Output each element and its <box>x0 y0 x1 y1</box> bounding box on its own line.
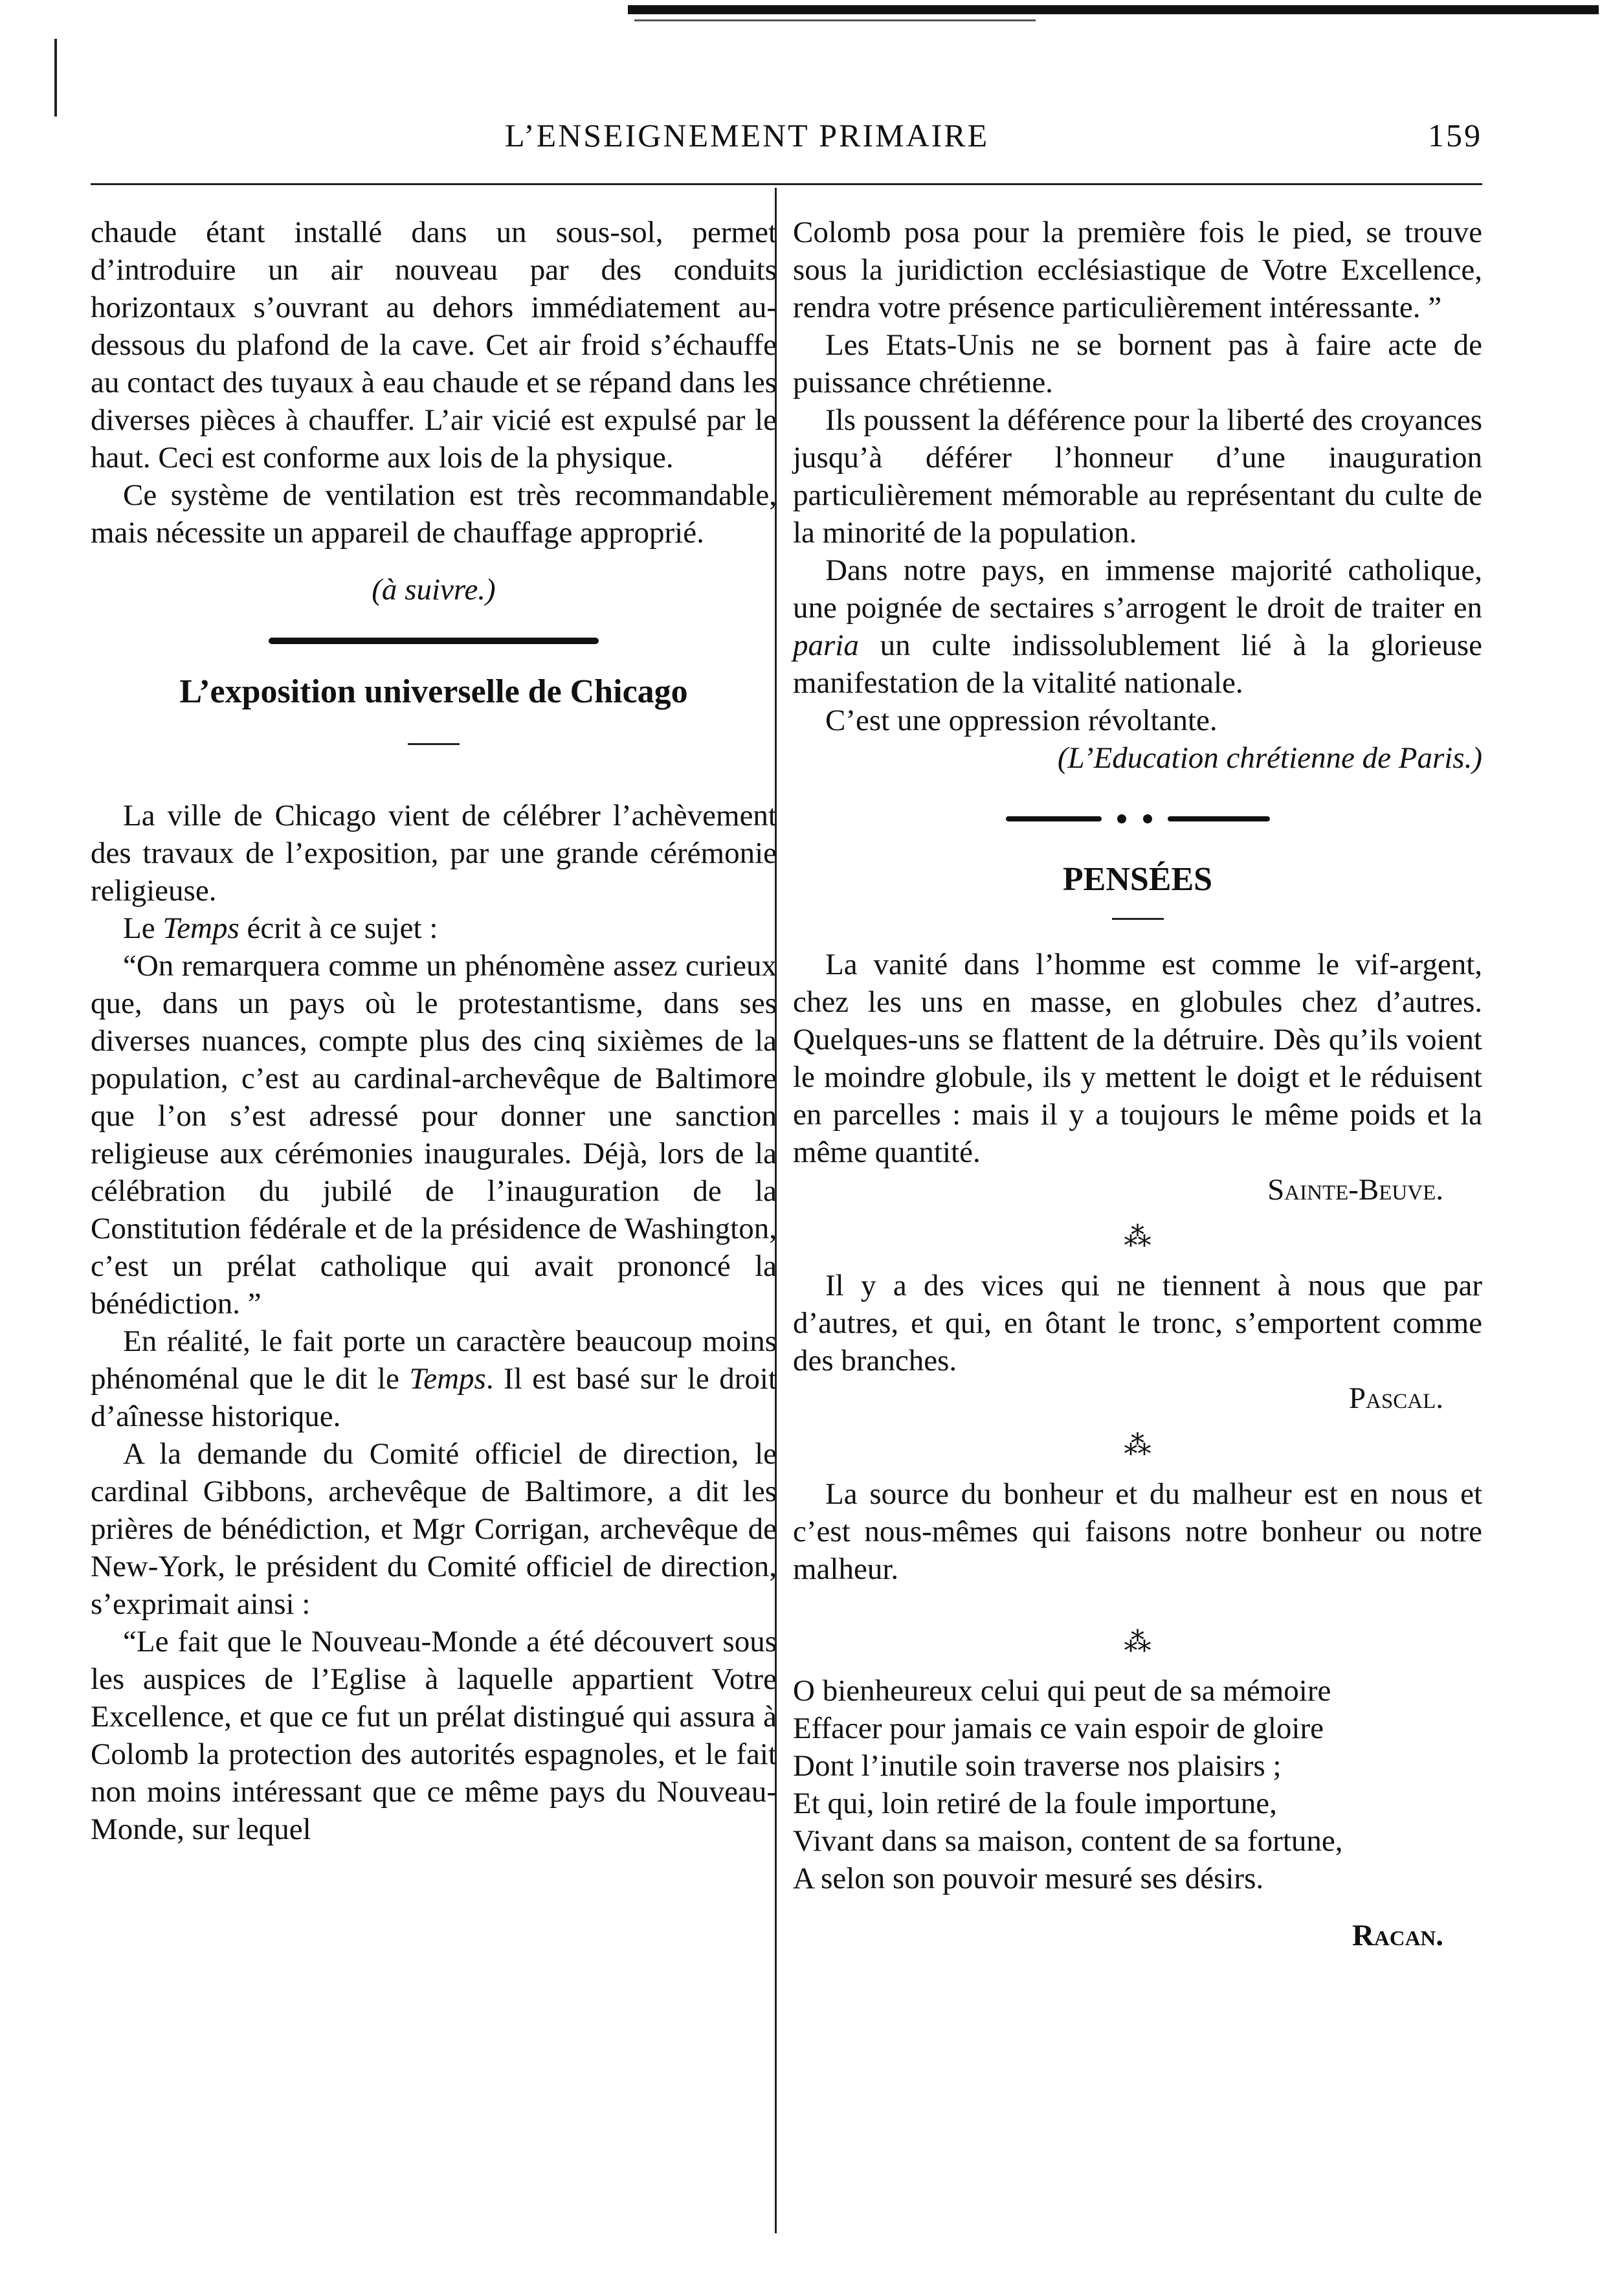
section-title: PENSÉES <box>1062 861 1213 898</box>
quote-paragraph: “Le fait que le Nouveau-Monde a été découvert sous les auspices de l’Eglise à laquelle appartient Votre Excellence, et que ce fut un prélat distingué qui assura à Colomb la protection des autorités espagnoles, et le fait non moins intéressant que ce même pays du Nouveau-Monde, sur lequel <box>91 1625 777 1846</box>
newspaper-name: Temps <box>162 911 239 945</box>
poem-line: A selon son pouvoir mesuré ses désirs. <box>793 1862 1264 1895</box>
asterism: ⁂ <box>1124 1223 1151 1253</box>
paragraph: Les Etats-Unis ne se bornent pas à faire acte de puissance chrétienne. <box>793 328 1482 399</box>
paragraph: La ville de Chicago vient de célébrer l’achèvement des travaux de l’exposition, par une grande cérémonie religieuse. <box>91 799 777 908</box>
title-dash <box>1112 918 1164 920</box>
paragraph: Ils poussent la déférence pour la liberté des croyances jusqu’à déférer l’honneur d’une inauguration particulièrement mémorable au représentant du culte de la minorité de la population. <box>793 403 1482 550</box>
author-signature: Pascal. <box>1348 1381 1443 1415</box>
left-column <box>91 214 777 1848</box>
page-header <box>91 104 1482 162</box>
ornamental-rule <box>1002 812 1274 825</box>
thought-paragraph: La source du bonheur et du malheur est en nous et c’est nous-mêmes qui faisons notre bonheur ou notre malheur. <box>793 1477 1482 1586</box>
italic-word: paria <box>793 629 859 662</box>
continuation-note: (à suivre.) <box>372 573 496 607</box>
poem <box>793 1672 1482 1897</box>
thought-paragraph: La vanité dans l’homme est comme le vif-argent, chez les uns en masse, en globules chez d’autres. Quelques-uns se flattent de la détruire. Dès qu’ils voient le moindre globule, ils y mettent le doigt et le réduisent en parcelles : mais il y a toujours le même poids et la même quantité. <box>793 948 1482 1169</box>
paragraph: C’est une oppression révoltante. <box>825 704 1218 737</box>
title-dash <box>408 743 460 745</box>
header-rule <box>91 183 1482 185</box>
paragraph: Dans notre pays, en immense majorité catholique, une poignée de sectaires s’arrogent le droit de traiter en paria un culte indissolublement lié à la glorieuse manifestation de la vitalité nationale. <box>793 553 1482 700</box>
newspaper-name: Temps <box>409 1362 486 1396</box>
poem-line: Vivant dans sa maison, content de sa fortune, <box>793 1824 1343 1858</box>
ornamental-rule <box>265 634 602 647</box>
top-border-bar <box>628 5 1599 14</box>
paragraph: A la demande du Comité officiel de direction, le cardinal Gibbons, archevêque de Baltimore, a dit les prières de bénédiction, et Mgr Corrigan, archevêque de New-York, le président du Comité officiel de direction, s’exprimait ainsi : <box>91 1437 777 1621</box>
paragraph: Colomb posa pour la première fois le pied, se trouve sous la juridiction ecclésiastique de Votre Excellence, rendra votre présence particulièrement intéressante. ” <box>793 216 1482 324</box>
paragraph: En réalité, le fait porte un caractère beaucoup moins phénoménal que le dit le Temps. Il est basé sur le droit d’aînesse historique. <box>91 1324 777 1433</box>
poem-line: O bienheureux celui qui peut de sa mémoire <box>793 1674 1331 1708</box>
page-number: 159 <box>1428 117 1482 153</box>
quote-paragraph: “On remarquera comme un phénomène assez curieux que, dans un pays où le protestantisme, dans ses diverses nuances, compte plus des cinq sixièmes de la population, c’est au cardinal-archevêque de Baltimore que l’on s’est adressé pour donner une sanction religieuse aux cérémonies inaugurales. Déjà, lors de la célébration du jubilé de l’inauguration de la Constitution fédérale et de la présidence de Washington, c’est un prélat catholique qui avait prononcé la bénédiction. ” <box>91 949 777 1321</box>
poem-line: Dont l’inutile soin traverse nos plaisirs ; <box>793 1749 1282 1783</box>
paragraph: chaude étant installé dans un sous-sol, permet d’introduire un air nouveau par des conduits horizontaux s’ouvrant au dehors immédiatement au-dessous du plafond de la cave. Cet air froid s’échauffe au contact des tuyaux à eau chaude et se répand dans les diverses pièces à chauffer. L’air vicié est expulsé par le haut. Ceci est conforme aux lois de la physique. <box>91 216 777 474</box>
paragraph: Ce système de ventilation est très recommandable, mais nécessite un appareil de chauffage approprié. <box>91 478 777 550</box>
poem-line: Et qui, loin retiré de la foule importune, <box>793 1787 1277 1820</box>
asterism: ⁂ <box>1124 1628 1151 1658</box>
top-border-thin <box>634 19 1036 21</box>
paragraph: Le Temps écrit à ce sujet : <box>123 911 438 945</box>
source-citation: (L’Education chrétienne de Paris.) <box>1057 741 1482 775</box>
running-title: L’ENSEIGNEMENT PRIMAIRE <box>505 117 990 153</box>
right-column <box>793 214 1482 1967</box>
author-signature: Sainte-Beuve. <box>1267 1173 1443 1207</box>
article-title: L’exposition universelle de Chicago <box>179 673 688 710</box>
thought-paragraph: Il y a des vices qui ne tiennent à nous que par d’autres, et qui, en ôtant le tronc, s’emportent comme des branches. <box>793 1269 1482 1378</box>
poem-line: Effacer pour jamais ce vain espoir de gloire <box>793 1712 1324 1745</box>
author-signature: Racan. <box>1351 1919 1443 1952</box>
left-margin-mark <box>54 39 57 117</box>
asterism: ⁂ <box>1124 1431 1151 1461</box>
